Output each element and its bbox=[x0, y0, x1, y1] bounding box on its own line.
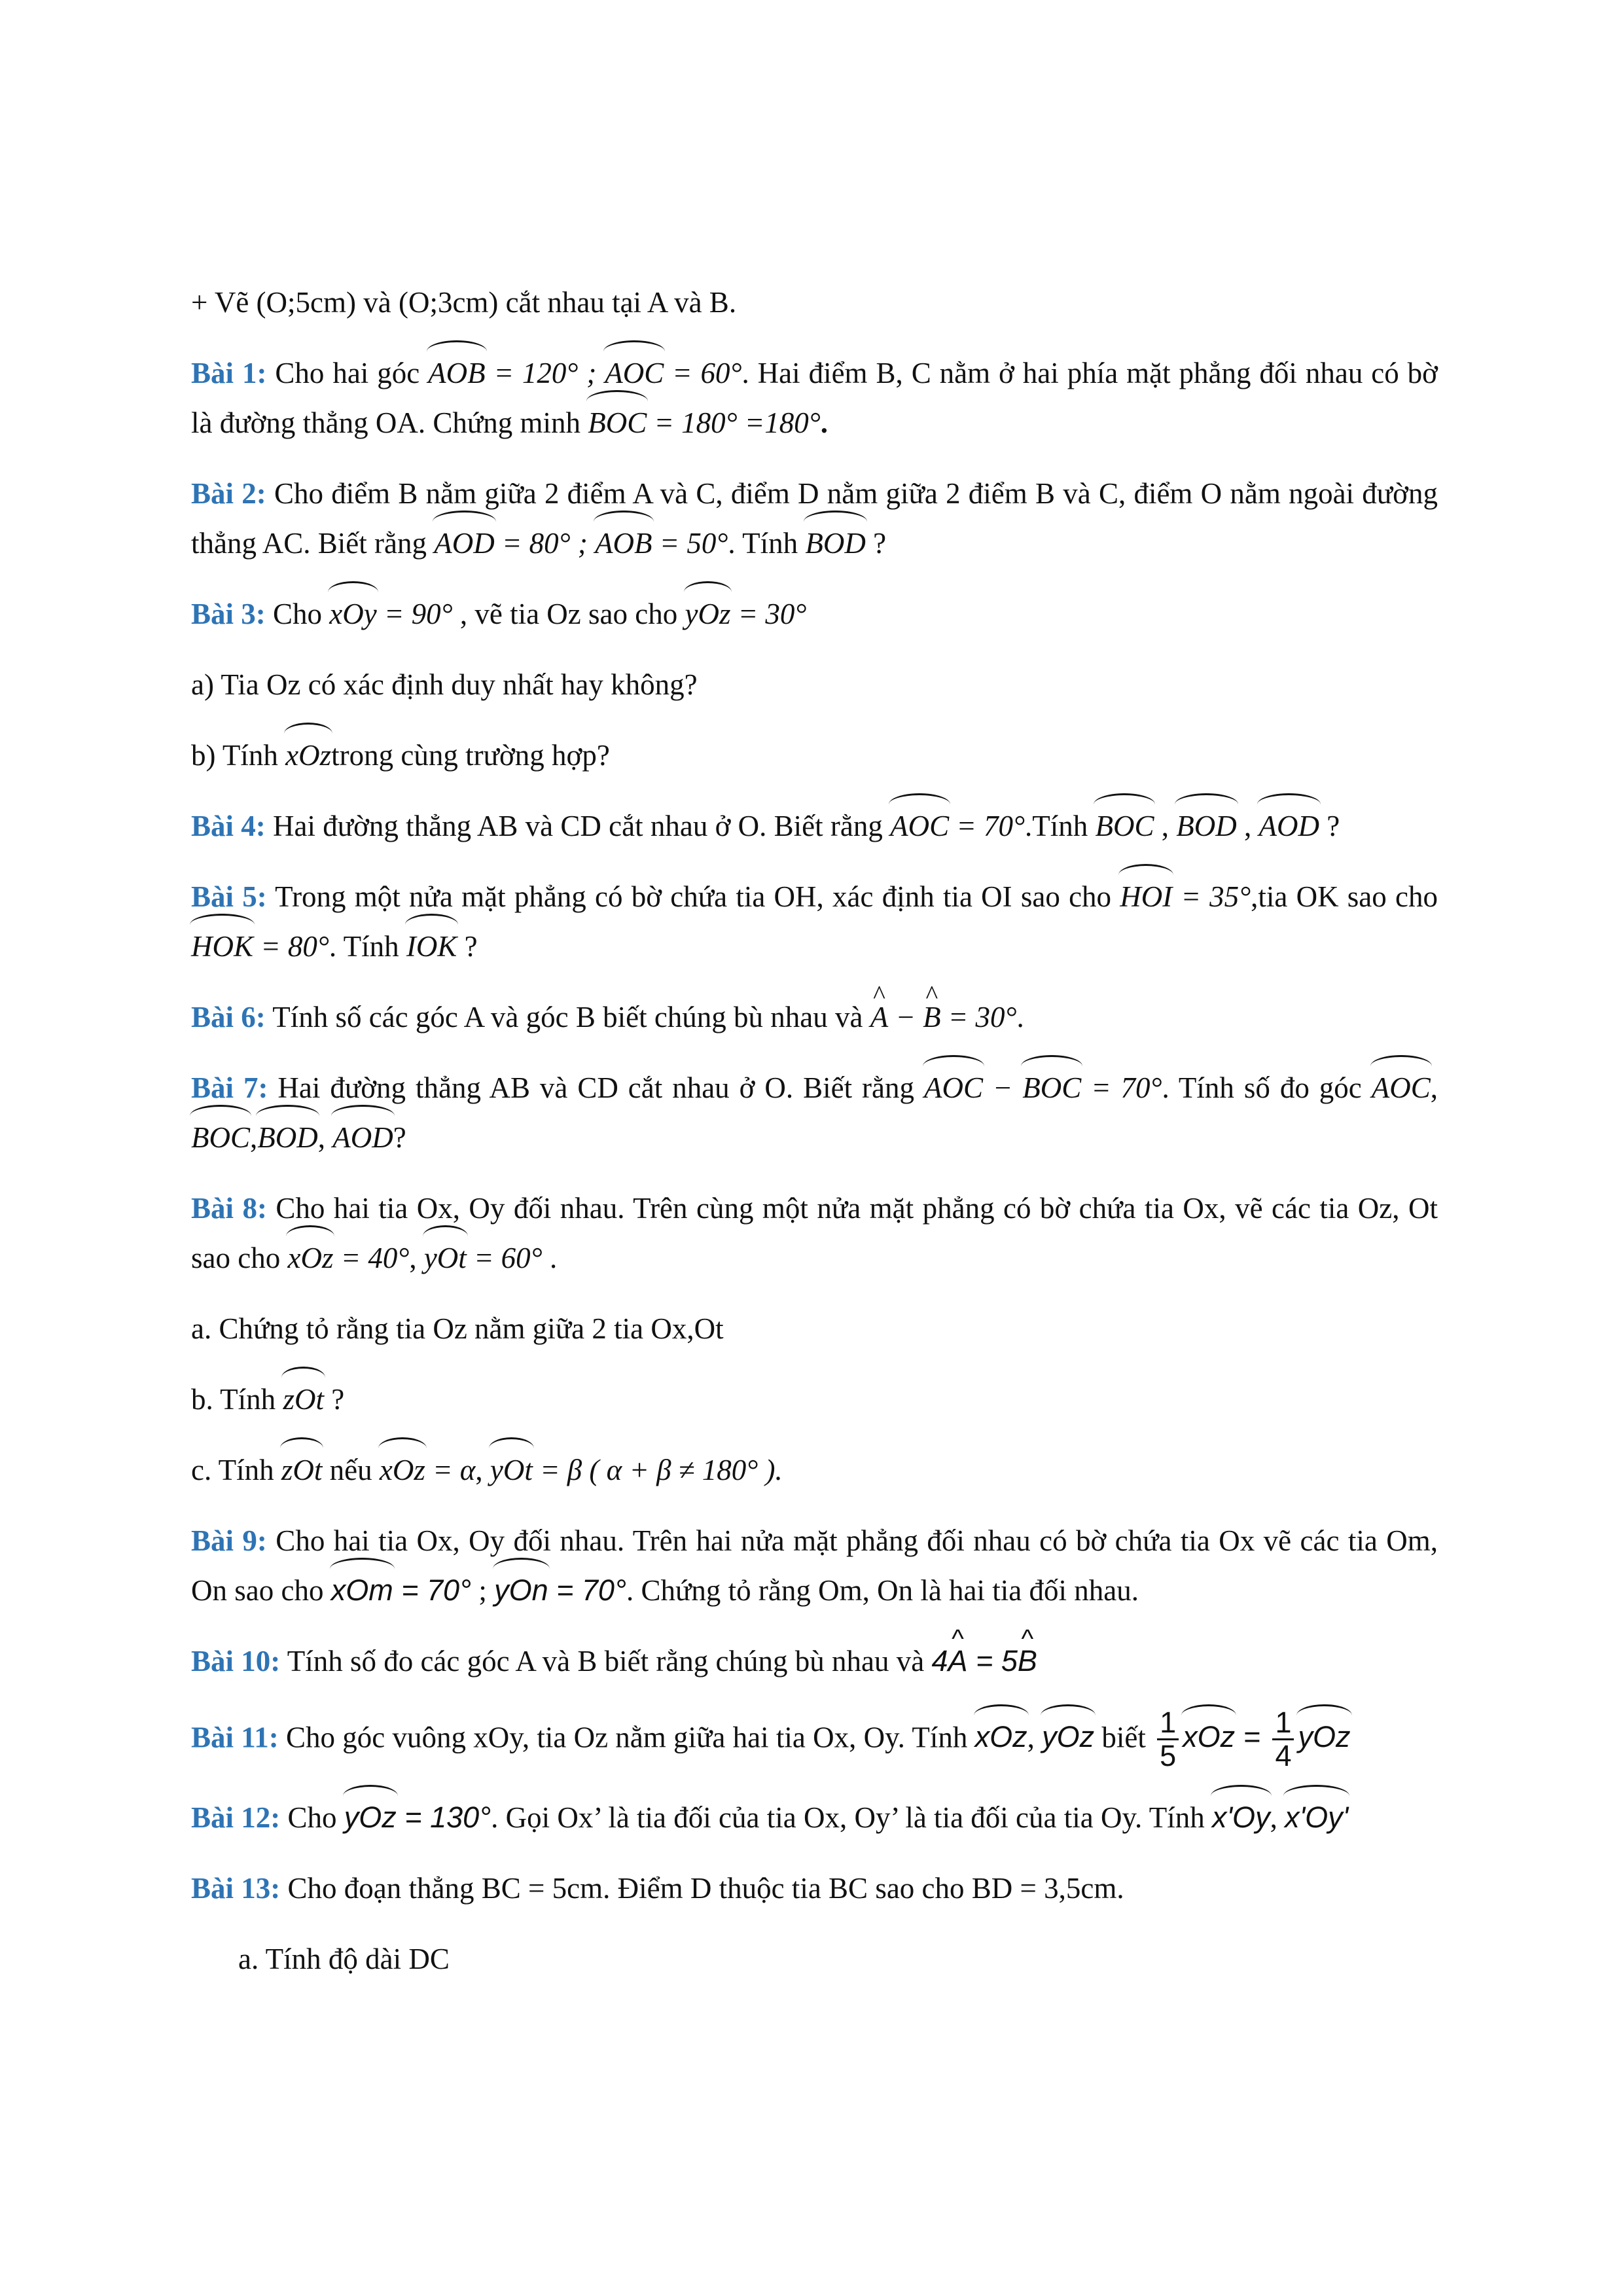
angle-yoz: yOz = 30° bbox=[685, 598, 807, 630]
exercise-4: Bài 4: Hai đường thẳng AB và CD cắt nhau ở O. Biết rằng AOC = 70°.Tính BOC , BOD , AOD ? bbox=[191, 801, 1438, 851]
exercise-6: Bài 6: Tính số các góc A và góc B biết chúng bù nhau và ^ A − ^ B = 30°. bbox=[191, 992, 1438, 1042]
angle-bod: BOD bbox=[805, 518, 865, 568]
exercise-5: Bài 5: Trong một nửa mặt phẳng có bờ chứa tia OH, xác định tia OI sao cho HOI = 35°,tia OK sao cho HOK = 80°. Tính IOK ? bbox=[191, 872, 1438, 971]
angle-zot: zOt bbox=[281, 1445, 323, 1495]
angle-hoi: HOI = 35° bbox=[1120, 880, 1251, 913]
exercise-label: Bài 9: bbox=[191, 1524, 267, 1557]
exercise-8-a: a. Chứng tỏ rằng tia Oz nằm giữa 2 tia Ox,Ot bbox=[191, 1312, 724, 1345]
exercise-label: Bài 8: bbox=[191, 1192, 267, 1225]
exercise-2: Bài 2: Cho điểm B nằm giữa 2 điểm A và C, điểm D nằm giữa 2 điểm B và C, điểm O nằm ngoài đường thẳng AC. Biết rằng AOD = 80° ; AOB = 50°. Tính BOD ? bbox=[191, 469, 1438, 568]
exercise-7: Bài 7: Hai đường thẳng AB và CD cắt nhau ở O. Biết rằng AOC − BOC = 70°. Tính số đo góc AOC,BOC,BOD, AOD? bbox=[191, 1063, 1438, 1162]
exercise-label: Bài 2: bbox=[191, 477, 266, 510]
angle-aod: AOD bbox=[332, 1113, 393, 1162]
fraction-equation: $\frac{1}{5}$ xOz = $\frac{1}{4}$ yOz bbox=[1153, 1720, 1350, 1753]
exercise-label: Bài 10: bbox=[191, 1645, 281, 1677]
exercise-label: Bài 11: bbox=[191, 1721, 279, 1754]
exercise-label: Bài 13: bbox=[191, 1872, 281, 1905]
angle-x-prime-oy-prime: x'Oy' bbox=[1285, 1793, 1348, 1842]
fraction-one-fifth: $\frac{1}{5}$ bbox=[1157, 1707, 1179, 1772]
exercise-8-b: b. Tính zOt ? bbox=[191, 1374, 1438, 1424]
angle-aod: AOD bbox=[1258, 801, 1319, 851]
exercise-12: Bài 12: Cho yOz = 130°. Gọi Ox’ là tia đối của tia Ox, Oy’ là tia đối của tia Oy. Tính x'Oy, x'Oy' bbox=[191, 1793, 1438, 1842]
angle-difference: AOC − BOC = 70° bbox=[924, 1071, 1162, 1104]
angle-yot: yOt = β ( α + β ≠ 180° ). bbox=[490, 1454, 783, 1486]
angle-aoc: AOC bbox=[1372, 1063, 1431, 1113]
exercise-label: Bài 4: bbox=[191, 810, 266, 842]
angle-xom: xOm = 70° bbox=[331, 1573, 471, 1607]
exercise-13: Bài 13: Cho đoạn thẳng BC = 5cm. Điểm D thuộc tia BC sao cho BD = 3,5cm. bbox=[191, 1872, 1124, 1905]
angle-aod: AOD = 80° ; bbox=[434, 527, 595, 560]
angle-iok: IOK bbox=[406, 922, 457, 971]
angle-xoz: xOz bbox=[285, 730, 331, 780]
angle-bod: BOD bbox=[257, 1113, 317, 1162]
angle-zot: zOt bbox=[283, 1374, 324, 1424]
angle-yoz: yOz bbox=[1042, 1712, 1094, 1762]
angle-xoz: xOz = 40° bbox=[287, 1242, 409, 1274]
angle-xoz: xOz bbox=[975, 1712, 1027, 1762]
angle-difference: ^ A − ^ B = 30° bbox=[870, 1001, 1017, 1033]
angle-xoy: xOy = 90° bbox=[329, 598, 452, 630]
angle-boc: BOC = 180° =180° bbox=[588, 406, 820, 439]
angle-yot: yOt = 60° bbox=[424, 1242, 543, 1274]
angle-x-prime-oy: x'Oy bbox=[1212, 1793, 1270, 1842]
exercise-label: Bài 1: bbox=[191, 357, 267, 389]
angle-xoz: xOz = α bbox=[380, 1454, 475, 1486]
exercise-label: Bài 5: bbox=[191, 880, 267, 913]
angle-bod: BOD bbox=[1176, 801, 1236, 851]
exercise-label: Bài 7: bbox=[191, 1071, 268, 1104]
exercise-8-c: c. Tính zOt nếu xOz = α, yOt = β ( α + β ≠ 180° ). bbox=[191, 1445, 1438, 1495]
angle-aob: AOB = 50° bbox=[595, 527, 728, 560]
angle-aoc: AOC = 70° bbox=[890, 810, 1025, 842]
angle-boc: BOC bbox=[1095, 801, 1154, 851]
angle-aoc: AOC = 60° bbox=[605, 357, 741, 389]
exercise-10: Bài 10: Tính số đo các góc A và B biết rằng chúng bù nhau và 4^ A = 5^ B bbox=[191, 1636, 1438, 1686]
document-body bbox=[191, 278, 1438, 2005]
exercise-3: Bài 3: Cho xOy = 90° , vẽ tia Oz sao cho yOz = 30° bbox=[191, 589, 1438, 639]
angle-hok: HOK = 80° bbox=[191, 930, 329, 963]
exercise-11: Bài 11: Cho góc vuông xOy, tia Oz nằm giữa hai tia Ox, Oy. Tính xOz, yOz biết $\frac{1}{5}$ xOz = $\frac{1}{4}$ yOz bbox=[191, 1706, 1351, 1772]
exercise-1: Bài 1: Cho hai góc AOB = 120° ; AOC = 60°. Hai điểm B, C nằm ở hai phía mặt phẳng đối nhau có bờ là đường thẳng OA. Chứng minh BOC = 180° =180°. bbox=[191, 348, 1438, 448]
exercise-label: Bài 6: bbox=[191, 1001, 266, 1033]
exercise-13-a: a. Tính độ dài DC bbox=[238, 1943, 450, 1975]
fraction-one-fourth: $\frac{1}{4}$ bbox=[1272, 1707, 1294, 1772]
angle-aob: AOB = 120° ; bbox=[428, 357, 605, 389]
angle-yoz: yOz = 130° bbox=[344, 1801, 491, 1834]
exercise-3-b: b) Tính xOztrong cùng trường hợp? bbox=[191, 730, 1438, 780]
intro-line: + Vẽ (O;5cm) và (O;3cm) cắt nhau tại A và B. bbox=[191, 286, 737, 319]
exercise-label: Bài 3: bbox=[191, 598, 266, 630]
angle-boc: BOC bbox=[191, 1113, 250, 1162]
exercise-3-a: a) Tia Oz có xác định duy nhất hay không? bbox=[191, 668, 698, 701]
exercise-label: Bài 12: bbox=[191, 1801, 281, 1834]
angle-yon: yOn = 70° bbox=[494, 1573, 626, 1607]
exercise-8: Bài 8: Cho hai tia Ox, Oy đối nhau. Trên cùng một nửa mặt phẳng có bờ chứa tia Ox, vẽ các tia Oz, Ot sao cho xOz = 40°, yOt = 60° . bbox=[191, 1183, 1438, 1283]
angle-ratio: 4^ A = 5^ B bbox=[931, 1644, 1037, 1677]
exercise-9: Bài 9: Cho hai tia Ox, Oy đối nhau. Trên hai nửa mặt phẳng đối nhau có bờ chứa tia Ox vẽ các tia Om, On sao cho xOm = 70° ; yOn = 70°. Chứng tỏ rằng Om, On là hai tia đối nhau. bbox=[191, 1516, 1438, 1615]
